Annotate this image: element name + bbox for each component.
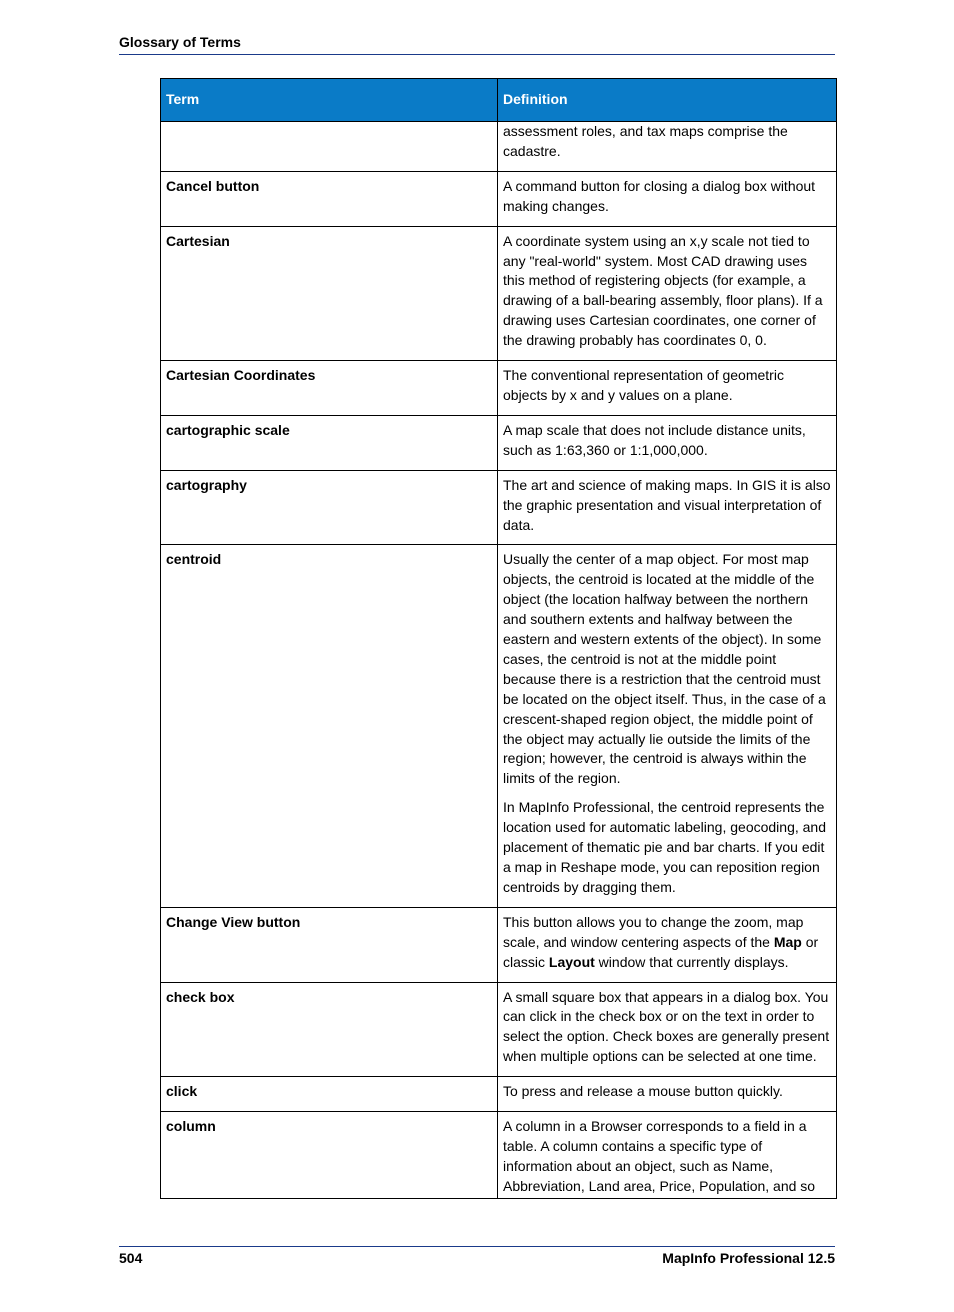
table-row [161,171,837,226]
term-cell [161,122,498,172]
running-header [119,34,835,55]
definition-text: The art and science of making maps. In GIS it is also the graphic presentation and visual interpretation of data. [503,476,831,533]
definition-text-part: or classic [503,933,819,970]
term-cell: check box [161,982,498,1077]
definition-text: assessment roles, and tax maps comprise the cadastre. [503,123,788,159]
term-cell: Cartesian [161,226,498,360]
definition-cell [498,226,837,360]
definition-emphasis-map: Map [773,933,802,950]
table-row [161,226,837,360]
table-row [161,415,837,470]
term-cell: centroid [161,545,498,907]
header-title: Glossary of Terms [119,34,241,50]
definition-text: To press and release a mouse button quickly. [503,1083,783,1100]
definition-text [503,913,832,973]
definition-text: The conventional representation of geometric objects by x and y values on a plane. [503,367,784,403]
table-row [161,907,837,982]
column-header-term: Term [161,79,498,122]
page-number: 504 [119,1250,143,1266]
definition-cell [498,1112,837,1199]
definition-cell [498,1077,837,1112]
table-row [161,122,837,172]
definition-text-part: This button allows you to change the zoom, map scale, and window centering aspects of the [503,913,804,950]
table-row [161,470,837,545]
definition-cell [498,122,837,172]
term-cell: click [161,1077,498,1112]
definition-text: A column in a Browser corresponds to a field in a table. A column contains a specific type of information about an object, such as Name, Abbreviation, Land area, Price, Population, and so [503,1118,816,1194]
term-cell: Change View button [161,907,498,982]
product-name: MapInfo Professional 12.5 [662,1250,835,1266]
definition-text: Usually the center of a map object. For most map objects, the centroid is located at the middle of the object (the location halfway between the northern and southern extents and halfway between the eastern and western extents of the object). In some cases, the centroid is not at the middle point because there is a restriction that the centroid must be located on the object itself. Thus, in the case of a crescent-shaped region object, the middle point of the object may actually lie outside the limits of the region; however, the centroid is always within the limits of the region. [503,551,826,787]
term-cell: Cancel button [161,171,498,226]
column-header-definition: Definition [498,79,837,122]
term-cell: cartography [161,470,498,545]
definition-text: A command button for closing a dialog box without making changes. [503,177,816,214]
table-row [161,1077,837,1112]
table-row [161,545,837,907]
table-row [161,982,837,1077]
definition-text: A small square box that appears in a dialog box. You can click in the check box or on the text in order to select the option. Check boxes are generally present when multiple options can be selected at one time. [503,988,830,1065]
running-footer [119,1246,835,1267]
definition-cell [498,470,837,545]
definition-cell [498,907,837,982]
table-row [161,361,837,416]
table-row [161,1112,837,1199]
definition-cell [498,361,837,416]
definition-text: A coordinate system using an x,y scale not tied to any "real-world" system. Most CAD drawing uses this method of registering objects (for example, a drawing of a ball-bearing assembly, floor plans). If a drawing uses Cartesian coordinates, one corner of the drawing probably has coordinates 0, 0. [503,232,823,349]
definition-cell [498,982,837,1077]
definition-text: In MapInfo Professional, the centroid represents the location used for automatic labeling, geocoding, and placement of thematic pie and bar charts. If you edit a map in Reshape mode, you can reposition region centroids by dragging them. [503,799,826,895]
definition-emphasis-layout: Layout [548,953,595,970]
table-header-row [161,79,837,122]
term-cell: cartographic scale [161,415,498,470]
definition-text-part: window that currently displays. [594,953,789,970]
definition-text: A map scale that does not include distance units, such as 1:63,360 or 1:1,000,000. [503,421,806,458]
definition-cell [498,545,837,907]
term-cell: column [161,1112,498,1199]
glossary-table [160,78,837,1199]
term-cell: Cartesian Coordinates [161,361,498,416]
definition-cell [498,415,837,470]
definition-cell [498,171,837,226]
